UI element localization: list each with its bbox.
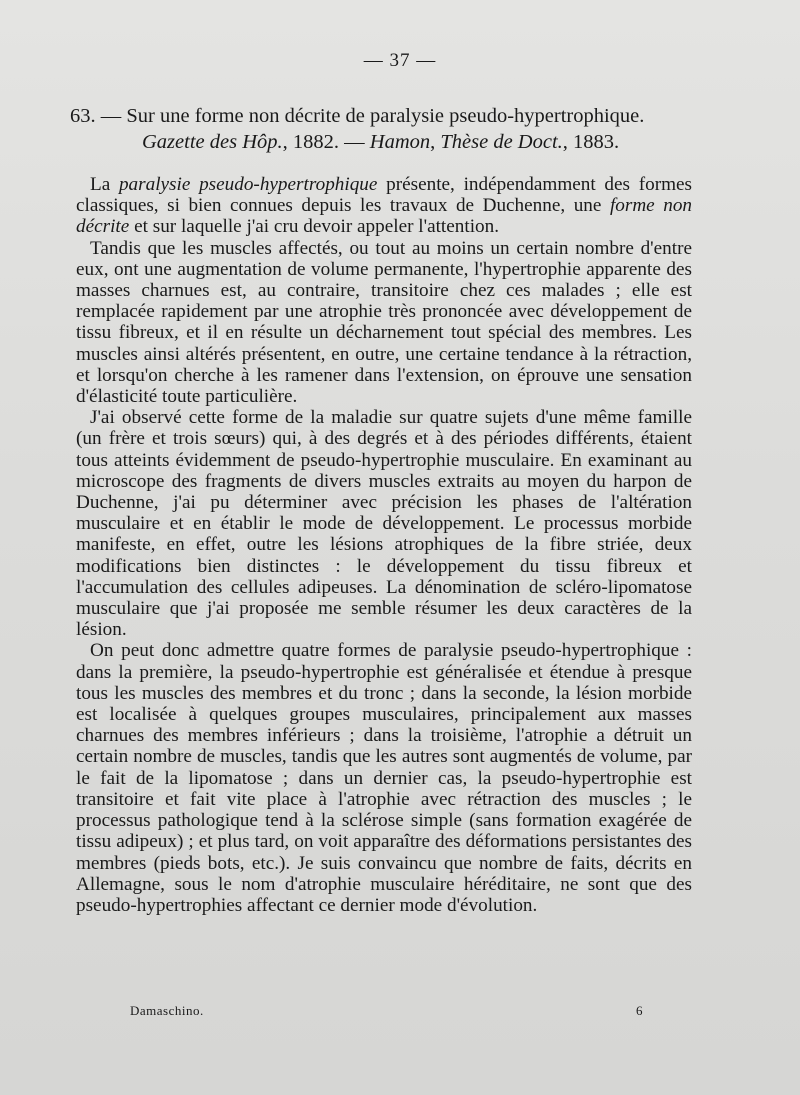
paragraph-1-emphasis-2: forme non décrite — [76, 195, 693, 238]
paragraph-2: Tandis que les muscles affectés, ou tout au moins un certain nombre d'entre eux, ont une augmentation de volume permanente, l'hypertrophie apparente des masses charnues est, au contraire, transitoire chez ces malades ; elle est remplacée rapidement par une atrophie très prononcée avec développement de tissu fibreux, et il en résulte un décharnement tout spécial des membres. Les muscles ainsi altérés présentent, en outre, une certaine tendance à la rétraction, et lorsqu'on cherche à les ramener dans l'extension, on éprouve une sensation d'élasticité toute particulière. — [76, 237, 692, 408]
page-number: — 37 — — [363, 50, 437, 71]
paragraph-1-emphasis-1: paralysie pseudo-hypertrophique — [118, 174, 378, 195]
reference-year-1: , 1882. — — [282, 131, 370, 153]
paragraph-1 — [76, 174, 692, 238]
reference-separator: , — [430, 131, 441, 153]
reference-thesis: Thèse de Doct. — [440, 131, 563, 153]
entry-heading — [70, 103, 700, 155]
entry-number: 63. — [70, 105, 96, 127]
paragraph-4: On peut donc admettre quatre formes de paralysie pseudo-hypertrophique : dans la première, la pseudo-hypertrophie est généralisée et étendue à presque tous les muscles des membres et du tronc ; dans la seconde, la lésion morbide est localisée à quelques groupes musculaires, principalement aux masses charnues des membres inférieurs ; dans la troisième, l'atrophie a détruit un certain nombre de muscles, tandis que les autres sont augmentés de volume, par le fait de la lipomatose ; dans un dernier cas, la pseudo-hypertrophie est transitoire et fait vite place à l'atrophie avec rétraction des muscles ; le processus pathologique tend à la sclérose simple (sans formation exagérée de tissu adipeux) ; et plus tard, on voit apparaître des déformations persistantes des membres (pieds bots, etc.). Je suis convaincu que nombre de faits, décrits en Allemagne, sous le nom d'atrophie musculaire héréditaire, ne sont que des pseudo-hypertrophies affectant ce dernier mode d'évolution. — [76, 640, 692, 916]
paragraph-1-text-c: et sur laquelle j'ai cru devoir appeler l'attention. — [129, 216, 500, 238]
paragraph-3: J'ai observé cette forme de la maladie sur quatre sujets d'une même famille (un frère et trois sœurs) qui, à des degrés et à des périodes différents, étaient tous atteints évidemment de pseudo-hypertrophie musculaire. En examinant au microscope des fragments de divers muscles extraits au moyen du harpon de Duchenne, j'ai pu déterminer avec précision les phases de l'altération musculaire et en établir le mode de développement. Le processus morbide manifeste, en effet, outre les lésions atrophiques de la fibre striée, deux modifications bien distinctes : le développement du tissu fibreux et l'accumulation des cellules adipeuses. La dénomination de scléro-lipomatose musculaire que j'ai proposée me semble résumer les deux caractères de la lésion. — [76, 407, 692, 641]
reference-author: Hamon — [369, 131, 431, 153]
reference-journal: Gazette des Hôp. — [142, 131, 283, 153]
entry-references — [70, 129, 700, 155]
paragraph-1-text-a: La — [90, 174, 119, 195]
footer-author: Damaschino. — [130, 1003, 204, 1018]
reference-year-2: , 1883. — [562, 131, 620, 153]
signature-mark: 6 — [636, 1003, 643, 1018]
paragraph-1-text-b: présente, indépendamment des formes classiques, si bien connues depuis les travaux de Duchenne, une — [76, 174, 692, 217]
entry-title: — Sur une forme non décrite de paralysie pseudo-hypertrophique. — [100, 105, 645, 127]
body-text — [76, 174, 692, 916]
